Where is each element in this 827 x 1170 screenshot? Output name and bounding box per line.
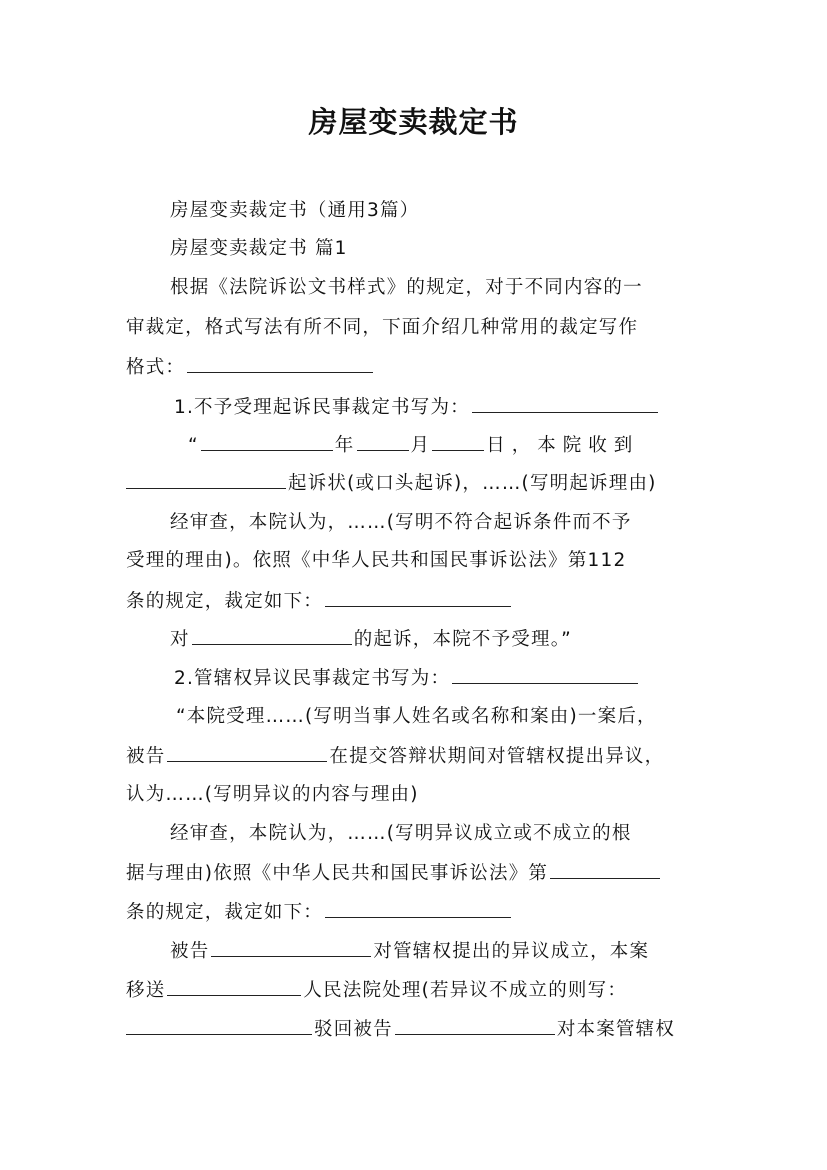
paragraph-line: 根据《法院诉讼文书样式》的规定，对于不同内容的一 [170, 277, 643, 298]
fill-in-blank [211, 939, 371, 957]
line-text: 起诉状(或口头起诉)，……(写明起诉理由) [288, 473, 657, 494]
paragraph-line: 经审查，本院认为，……(写明不符合起诉条件而不予 [170, 512, 632, 533]
fill-in-blank [357, 433, 409, 451]
fill-in-blank [167, 744, 327, 762]
line-text: 2.管辖权异议民事裁定书写为： [174, 668, 451, 689]
fill-in-blank [126, 471, 286, 489]
line-text: 据与理由)依照《中华人民共和国民事诉讼法》第 [126, 863, 549, 884]
document-title: 房屋变卖裁定书 [308, 105, 519, 139]
fill-in-blank [550, 861, 660, 879]
line-text: 月 [410, 435, 431, 456]
fill-in-blank [201, 433, 333, 451]
line-text: 日，本院收到 [486, 435, 640, 456]
section-heading: 房屋变卖裁定书 篇1 [170, 238, 348, 259]
fill-in-blank [452, 666, 638, 684]
line-text: 对本案管辖权 [556, 1019, 676, 1040]
paragraph-line [170, 627, 706, 652]
paragraph-line [126, 471, 706, 496]
line-text: 对 [170, 629, 190, 650]
paragraph-line [126, 900, 706, 925]
paragraph-line [188, 433, 706, 458]
paragraph-line [126, 744, 706, 769]
line-text: 被告 [126, 746, 166, 767]
paragraph-line: 经审查，本院认为，……(写明异议成立或不成立的根 [170, 823, 632, 844]
subtitle-line: 房屋变卖裁定书（通用3篇） [170, 200, 420, 221]
paragraph-line [174, 666, 706, 691]
fill-in-blank [432, 433, 484, 451]
line-text: 移送 [126, 980, 166, 1001]
fill-in-blank [472, 395, 658, 413]
line-text: 人民法院处理(若异议不成立的则写： [303, 980, 628, 1001]
line-text: 年 [334, 435, 355, 456]
fill-in-blank [167, 978, 301, 996]
paragraph-line [170, 939, 706, 964]
paragraph-line [126, 861, 706, 886]
paragraph-line [126, 589, 706, 614]
paragraph-line [126, 1017, 706, 1042]
line-text: 条的规定，裁定如下： [126, 902, 324, 923]
fill-in-blank [325, 589, 511, 607]
fill-in-blank [126, 1017, 312, 1035]
paragraph-line: “本院受理……(写明当事人姓名或名称和案由)一案后， [176, 706, 657, 727]
line-text: 格式： [126, 357, 186, 378]
line-text: 在提交答辩状期间对管辖权提出异议， [329, 746, 665, 767]
paragraph-line [126, 355, 706, 380]
line-text: 的起诉，本院不予受理。” [353, 629, 572, 650]
fill-in-blank [325, 900, 511, 918]
paragraph-line [174, 395, 706, 420]
fill-in-blank [395, 1017, 555, 1035]
fill-in-blank [192, 627, 352, 645]
line-text: 被告 [170, 941, 210, 962]
line-text: “ [188, 435, 199, 456]
paragraph-line: 认为……(写明异议的内容与理由) [126, 784, 419, 805]
paragraph-line [126, 978, 706, 1003]
line-text: 对管辖权提出的异议成立，本案 [373, 941, 650, 962]
line-text: 1.不予受理起诉民事裁定书写为： [174, 397, 470, 418]
fill-in-blank [187, 355, 373, 373]
line-text: 条的规定，裁定如下： [126, 591, 324, 612]
line-text: 驳回被告 [314, 1019, 393, 1040]
paragraph-line: 受理的理由)。依照《中华人民共和国民事诉讼法》第112 [126, 550, 627, 571]
paragraph-line: 审裁定，格式写法有所不同，下面介绍几种常用的裁定写作 [126, 317, 639, 338]
